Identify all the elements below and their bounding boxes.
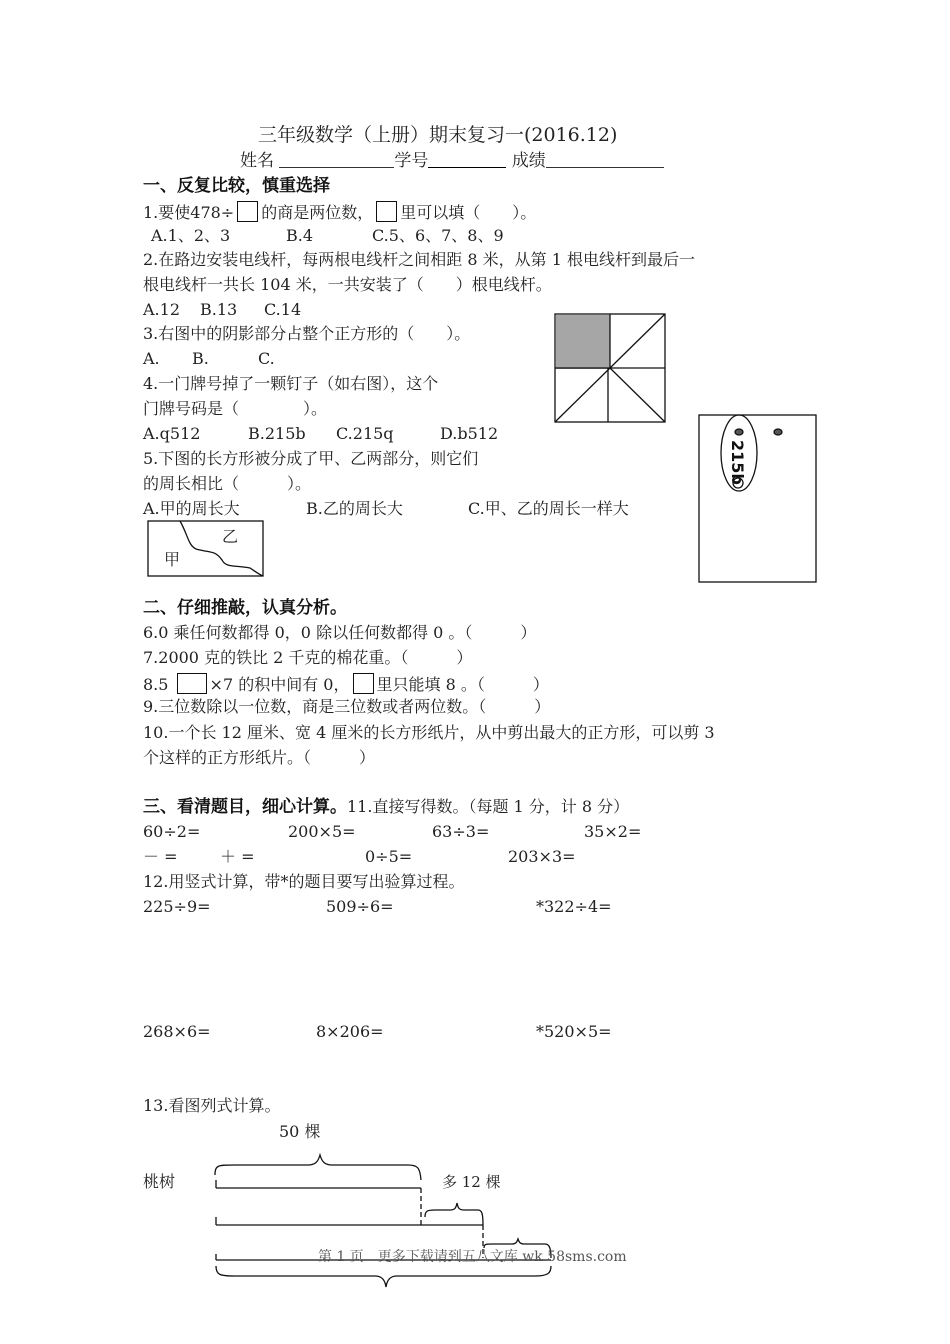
student-info [240,151,664,171]
q5-option-b: B.乙的周长大 [306,499,403,518]
q8-text: ×7 的积中间有 0， [209,675,350,694]
id-label: 学号 [394,151,429,171]
score-field[interactable] [546,151,664,168]
square-figure [555,314,665,422]
calc-item: 35×2= [584,822,642,841]
name-field[interactable] [279,151,394,168]
calc-item: 63÷3= [432,822,490,841]
score-label: 成绩 [511,151,546,171]
q8-text: 里只能填 8 。（ ） [376,675,549,694]
name-label: 姓名 [240,151,274,171]
q5-option-a: A.甲的周长大 [143,499,240,518]
calc-item: 268×6= [143,1022,211,1041]
blank-box [353,673,374,694]
calc-item: *322÷4= [536,897,612,916]
q1-option-b: B.4 [286,226,314,245]
question-1 [143,201,536,223]
question-9: 9.三位数除以一位数，商是三位数或者两位数。（ ） [143,697,551,716]
section-2-heading: 二、仔细推敲，认真分析。 [143,598,347,618]
calc-item: 60÷2= [143,822,201,841]
question-4: 4.一门牌号掉了一颗钉子（如右图），这个 [143,374,439,393]
question-8 [143,673,549,695]
q1-text: 里可以填（ ）。 [400,203,537,222]
calc-item: 200×5= [288,822,356,841]
question-10: 10.一个长 12 厘米、宽 4 厘米的长方形纸片，从中剪出最大的正方形，可以剪 3 [143,723,715,742]
question-12: 12.用竖式计算，带*的题目要写出验算过程。 [143,872,465,891]
question-6: 6.0 乘任何数都得 0，0 除以任何数都得 0 。（ ） [143,623,537,642]
calc-item: 509÷6= [326,897,394,916]
question-7: 7.2000 克的铁比 2 千克的棉花重。（ ） [143,648,473,667]
q1-option-a: A.1、2、3 [151,226,231,245]
q3-option-a: A. [143,349,160,368]
question-10-line-2: 个这样的正方形纸片。（ ） [143,748,376,767]
question-5: 5.下图的长方形被分成了甲、乙两部分，则它们 [143,449,479,468]
question-2-line-2: 根电线杆一共长 104 米，一共安装了（ ）根电线杆。 [143,275,552,294]
q1-text: 的商是两位数， [261,203,374,222]
question-4-line-2: 门牌号码是（ ）。 [143,399,328,418]
q4-option-d: D.b512 [440,424,499,443]
q4-option-a: A.q512 [143,424,201,443]
id-field[interactable] [428,151,506,168]
calc-item: ＋ = [220,847,255,866]
blank-box [177,673,207,694]
q4-option-c: C.215q [336,424,394,443]
page-title: 三年级数学（上册）期末复习一(2016.12) [258,124,618,146]
section-3-line [143,797,629,817]
question-13: 13.看图列式计算。 [143,1096,281,1115]
calc-item: 0÷5= [365,847,413,866]
peach-tree-label: 桃树 [143,1172,176,1191]
q1-option-c: C.5、6、7、8、9 [372,226,504,245]
blank-box [376,201,397,222]
door-plate-number: 215b [728,440,747,485]
q3-option-c: C. [258,349,275,368]
more-label: 多 12 棵 [442,1173,501,1191]
blank-box [237,201,258,222]
label-jia: 甲 [164,550,181,569]
door-plate-figure [699,415,816,582]
calc-item: 203×3= [508,847,576,866]
calc-item: *520×5= [536,1022,612,1041]
q1-text: 1.要使478÷ [143,203,235,222]
page-footer: 第 1 页 更多下载请到五八文库 wk.58sms.com [318,1249,627,1265]
q4-option-b: B.215b [248,424,306,443]
question-3: 3.右图中的阴影部分占整个正方形的（ ）。 [143,324,471,343]
calc-item: 8×206= [316,1022,384,1041]
section-3-heading: 三、看清题目，细心计算。 [143,797,347,817]
section-1-heading: 一、反复比较，慎重选择 [143,176,330,196]
question-11: 11.直接写得数。（每题 1 分，计 8 分） [347,797,630,816]
calc-item: 225÷9= [143,897,211,916]
calc-item: － = [143,847,178,866]
q2-option-a: A.12 [143,300,180,319]
label-yi: 乙 [222,527,239,546]
question-5-line-2: 的周长相比（ ）。 [143,474,312,493]
q8-text: 8.5 [143,675,169,694]
total-label: 50 棵 [279,1122,321,1141]
question-2: 2.在路边安装电线杆，每两根电线杆之间相距 8 米，从第 1 根电线杆到最后一 [143,250,695,269]
q2-option-c: C.14 [264,300,302,319]
q3-option-b: B. [192,349,209,368]
q2-option-b: B.13 [200,300,238,319]
q5-option-c: C.甲、乙的周长一样大 [468,499,629,518]
